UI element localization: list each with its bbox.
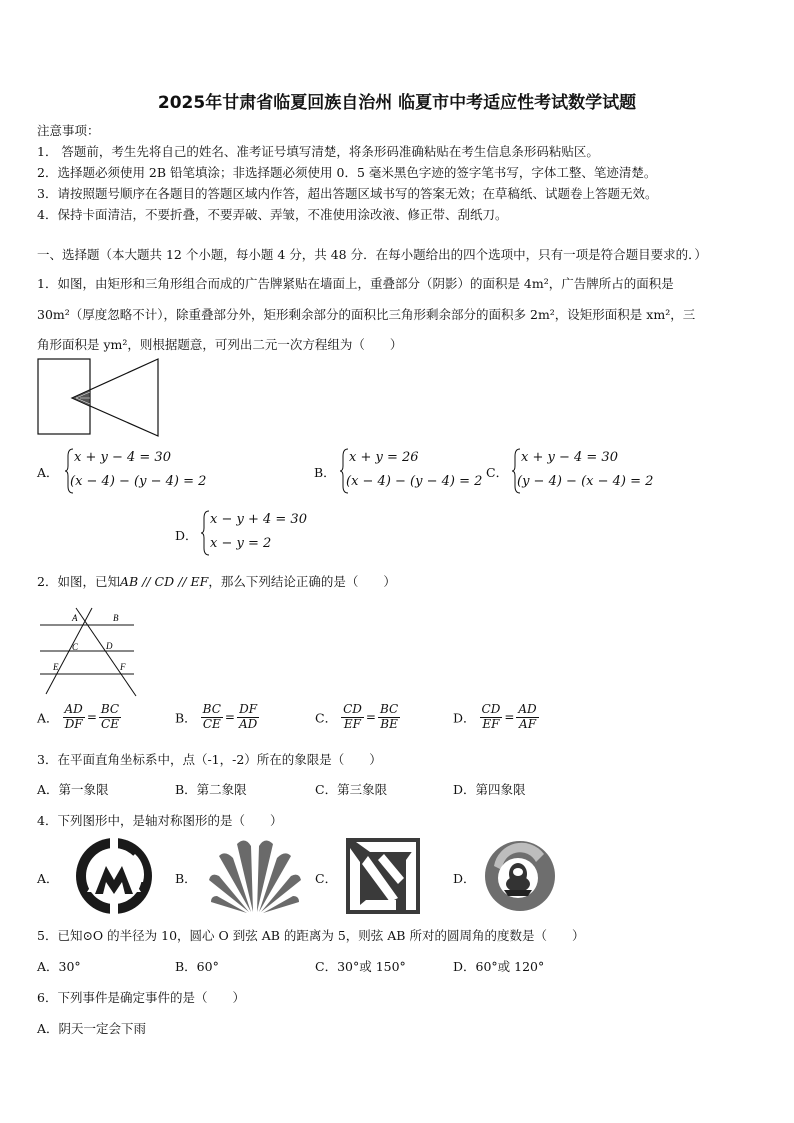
q2-parallel-math: AB // CD // EF <box>119 574 209 589</box>
q1-option-b[interactable] <box>314 463 336 481</box>
fraction: $\frac{CD}{EF}$ <box>343 702 362 731</box>
q3-option-c[interactable]: C．第三象限 <box>315 782 388 797</box>
q2-stem: 2．如图，已知AB // CD // EF，那么下列结论正确的是（ ） <box>37 574 396 589</box>
notice-item: 4．保持卡面清洁，不要折叠，不要弄破、弄皱，不准使用涂改液、修正带、刮纸刀。 <box>37 207 508 222</box>
q1-a-eq1: x + y − 4 = 30 <box>74 450 171 465</box>
fig-label-f: F <box>120 662 126 672</box>
q3-option-a[interactable]: A．第一象限 <box>37 782 109 797</box>
q3-option-b[interactable]: B．第二象限 <box>175 782 247 797</box>
q2-figure <box>38 606 138 698</box>
q1-c-eq2: (y − 4) − (x − 4) = 2 <box>517 474 654 489</box>
option-label: C． <box>315 710 338 726</box>
q1-b-eq2: (x − 4) − (y − 4) = 2 <box>346 474 483 489</box>
option-label: B． <box>175 710 197 726</box>
fraction: $\frac{BC}{CE}$ <box>100 702 120 731</box>
q1-figure <box>36 356 162 438</box>
option-label: D． <box>175 528 198 543</box>
q3-stem: 3．在平面直角坐标系中，点（-1，-2）所在的象限是（ ） <box>37 752 382 767</box>
petal-logo-icon <box>207 836 303 914</box>
q4-option-a[interactable]: A． <box>37 871 59 886</box>
fraction: $\frac{BC}{BE}$ <box>379 702 399 731</box>
brace-icon <box>200 510 210 556</box>
q1-b-eq1: x + y = 26 <box>349 450 419 465</box>
notice-item: 3．请按照题号顺序在各题目的答题区域内作答，超出答题区域书写的答案无效；在草稿纸、试题卷上答题无效。 <box>37 186 658 201</box>
q1-c-eq1: x + y − 4 = 30 <box>521 450 618 465</box>
option-label: D． <box>453 710 476 726</box>
q1-stem-line2: 30m²（厚度忽略不计），除重叠部分外，矩形剩余部分的面积比三角形剩余部分的面积多 2m²，设矩形面积是 xm²，三 <box>37 307 696 322</box>
q1-option-d[interactable] <box>175 526 198 544</box>
penguin-logo-icon <box>484 836 556 916</box>
q5-option-c[interactable]: C．30°或 150° <box>315 959 406 974</box>
fraction: $\frac{AD}{AF}$ <box>518 702 537 731</box>
section-heading: 一、选择题（本大题共 12 个小题，每小题 4 分，共 48 分．在每小题给出的四个选项中，只有一项是符合题目要求的．） <box>37 247 707 262</box>
q1-d-eq2: x − y = 2 <box>210 536 272 551</box>
q6-stem: 6．下列事件是确定事件的是（ ） <box>37 990 245 1005</box>
q5-option-a[interactable]: A．30° <box>37 959 81 974</box>
fig-label-a: A <box>72 613 78 623</box>
abstract-square-logo-icon <box>346 838 420 914</box>
q3-option-d[interactable]: D．第四象限 <box>453 782 526 797</box>
q1-option-a[interactable] <box>37 463 59 481</box>
notice-heading: 注意事项： <box>37 123 100 138</box>
fraction: $\frac{CD}{EF}$ <box>481 702 501 731</box>
q1-option-c[interactable] <box>486 463 508 481</box>
fig-label-e: E <box>53 662 59 672</box>
q2-option-b[interactable]: B． $\frac{BC}{CE}$ = $\frac{DF}{AD}$ <box>175 702 258 731</box>
q2-option-a[interactable]: A． $\frac{AD}{DF}$ = $\frac{BC}{CE}$ <box>37 702 120 731</box>
fraction: $\frac{DF}{AD}$ <box>238 702 258 731</box>
q2-option-d[interactable]: D． $\frac{CD}{EF}$ = $\frac{AD}{AF}$ <box>453 702 537 731</box>
q5-option-d[interactable]: D．60°或 120° <box>453 959 545 974</box>
fig-label-b: B <box>113 613 119 623</box>
fraction: $\frac{BC}{CE}$ <box>202 702 221 731</box>
option-label: A． <box>37 465 59 480</box>
q6-option-a[interactable]: A．阴天一定会下雨 <box>37 1021 147 1036</box>
fig-label-d: D <box>106 641 113 651</box>
q4-option-c[interactable]: C． <box>315 871 338 886</box>
option-label: C． <box>486 465 509 480</box>
bank-logo-icon <box>73 836 155 916</box>
option-label: B． <box>314 465 336 480</box>
notice-item: 2．选择题必须使用 2B 铅笔填涂；非选择题必须使用 0．5 毫米黑色字迹的签字笔书写，字体工整、笔迹清楚。 <box>37 165 657 180</box>
q4-option-d[interactable]: D． <box>453 871 476 886</box>
notice-item: 1． 答题前，考生先将自己的姓名、准考证号填写清楚，将条形码准确粘贴在考生信息条形码粘贴区。 <box>37 144 599 159</box>
q4-option-b[interactable]: B． <box>175 871 197 886</box>
q4-stem: 4．下列图形中，是轴对称图形的是（ ） <box>37 813 283 828</box>
option-label: A． <box>37 710 59 726</box>
q1-stem-line1: 1．如图，由矩形和三角形组合而成的广告牌紧贴在墙面上，重叠部分（阴影）的面积是 4m²，广告牌所占的面积是 <box>37 276 674 291</box>
q1-d-eq1: x − y + 4 = 30 <box>210 512 307 527</box>
fig-label-c: C <box>72 642 79 652</box>
q1-stem-line3: 角形面积是 ym²，则根据题意，可列出二元一次方程组为（ ） <box>37 337 403 352</box>
q2-option-c[interactable]: C． $\frac{CD}{EF}$ = $\frac{BC}{BE}$ <box>315 702 399 731</box>
fraction: $\frac{AD}{DF}$ <box>64 702 83 731</box>
page-title: 2025年甘肃省临夏回族自治州 临夏市中考适应性考试数学试题 <box>157 93 637 113</box>
q5-stem: 5．已知⊙O 的半径为 10，圆心 O 到弦 AB 的距离为 5，则弦 AB 所对的圆周角的度数是（ ） <box>37 928 585 943</box>
q5-option-b[interactable]: B．60° <box>175 959 219 974</box>
q1-a-eq2: (x − 4) − (y − 4) = 2 <box>70 474 207 489</box>
